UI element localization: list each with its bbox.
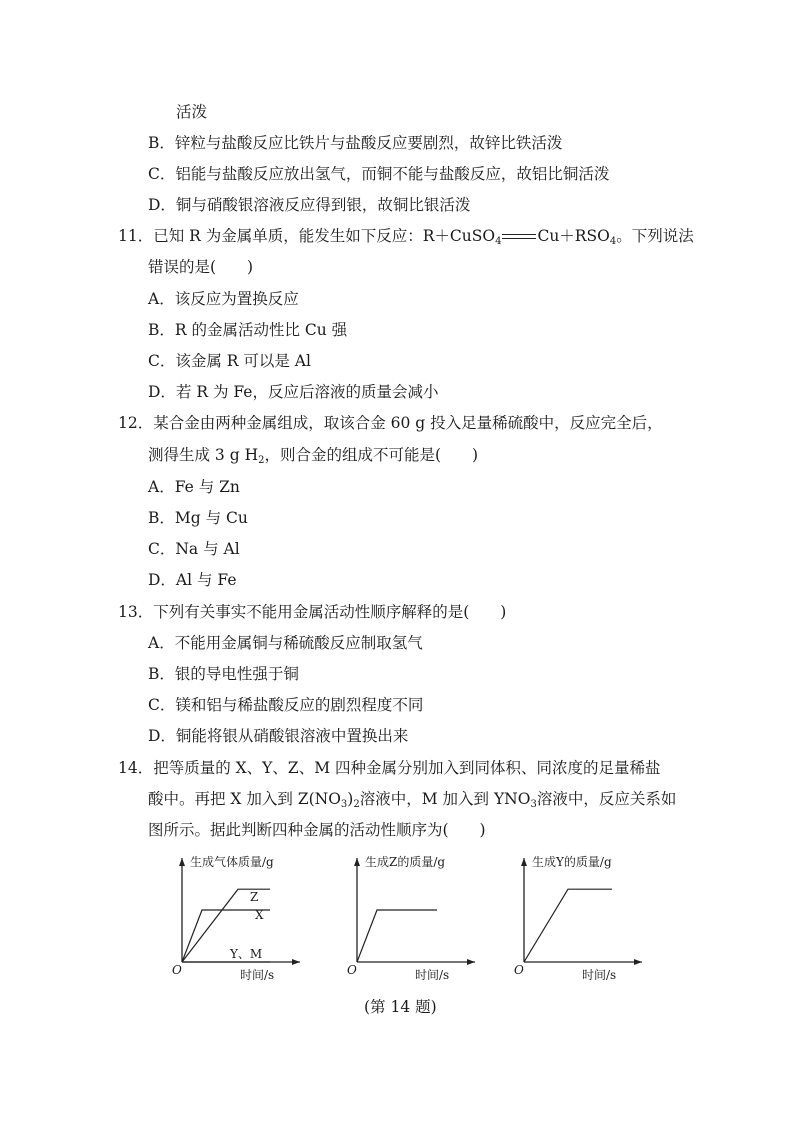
x-axis-label: 时间/s xyxy=(240,968,275,980)
q14-figure-caption: (第 14 题) xyxy=(364,998,437,1016)
chart-gas-mass xyxy=(160,850,310,980)
chart-z-mass xyxy=(335,850,485,980)
q11-option-c: C．该金属 R 可以是 Al xyxy=(148,352,311,370)
equals-sign-icon xyxy=(502,232,536,242)
q14-text-d: 溶液中，反应关系如 xyxy=(536,790,677,808)
y-axis-arrow-icon xyxy=(521,858,527,866)
x-axis-label: 时间/s xyxy=(582,968,617,980)
q11-option-b: B．R 的金属活动性比 Cu 强 xyxy=(148,321,348,339)
origin-label: O xyxy=(514,963,524,977)
q11-stem-text-3: 。下列说法 xyxy=(616,227,694,245)
q14-text-b: ) xyxy=(347,790,354,808)
option-a-continuation: 活泼 xyxy=(176,103,208,121)
q11-option-a: A．该反应为置换反应 xyxy=(148,290,299,308)
q14-text-a: 酸中。再把 X 加入到 Z(NO xyxy=(148,790,341,808)
q13-option-d: D．铜能将银从硝酸银溶液中置换出来 xyxy=(148,727,409,745)
series-label-Y、M: Y、M xyxy=(230,947,263,961)
x-axis-arrow-icon xyxy=(467,959,475,965)
q12-stem-line2 xyxy=(148,445,478,465)
x-axis-arrow-icon xyxy=(634,959,642,965)
q13-option-a: A．不能用金属铜与稀硫酸反应制取氢气 xyxy=(148,634,423,652)
series-label-Z: Z xyxy=(250,890,259,904)
prev-option-b: B．锌粒与盐酸反应比铁片与盐酸反应要剧烈，故锌比铁活泼 xyxy=(148,134,563,152)
x-axis-label: 时间/s xyxy=(415,968,450,980)
prev-option-d: D．铜与硝酸银溶液反应得到银，故铜比银活泼 xyxy=(148,196,471,214)
series-line-1 xyxy=(524,889,612,962)
q12-option-b: B．Mg 与 Cu xyxy=(148,509,248,527)
q11-stem-line1 xyxy=(118,226,694,246)
y-axis-arrow-icon xyxy=(179,858,185,866)
q12-stem-line1: 12．某合金由两种金属组成，取该合金 60 g 投入足量稀硫酸中，反应完全后， xyxy=(118,414,663,432)
q14-stem-line1: 14．把等质量的 X、Y、Z、M 四种金属分别加入到同体积、同浓度的足量稀盐 xyxy=(118,759,661,777)
q14-stem-line2 xyxy=(148,789,676,809)
q14-sub-2: 2 xyxy=(353,799,360,810)
q11-stem-text-2: Cu＋RSO xyxy=(537,227,610,245)
q13-option-b: B．银的导电性强于铜 xyxy=(148,665,299,683)
q11-stem-line2: 错误的是( ) xyxy=(148,258,254,276)
q11-option-d: D．若 R 为 Fe，反应后溶液的质量会减小 xyxy=(148,383,439,401)
q12-option-a: A．Fe 与 Zn xyxy=(148,478,240,496)
y-axis-label: 生成Z的质量/g xyxy=(365,855,446,869)
y-axis-label: 生成Y的质量/g xyxy=(532,855,612,869)
chart-y-mass xyxy=(502,850,652,980)
x-axis-arrow-icon xyxy=(292,959,300,965)
y-axis-label: 生成气体质量/g xyxy=(190,855,274,869)
q13-stem: 13．下列有关事实不能用金属活动性顺序解释的是( ) xyxy=(118,603,507,621)
q14-sub-1: 3 xyxy=(340,799,348,810)
series-label-X: X xyxy=(255,908,264,922)
q14-sub-3: 3 xyxy=(530,799,537,810)
q12-stem-text-a: 测得生成 3 g H xyxy=(148,446,259,464)
q11-sub-2: 4 xyxy=(609,236,617,247)
q11-stem-text-1: 11．已知 R 为金属单质，能发生如下反应：R＋CuSO xyxy=(118,227,496,245)
origin-label: O xyxy=(347,963,357,977)
q14-stem-line3: 图所示。据此判断四种金属的活动性顺序为( ) xyxy=(148,821,486,839)
q12-stem-text-b: ，则合金的组成不可能是( ) xyxy=(264,446,479,464)
q12-option-c: C．Na 与 Al xyxy=(148,540,240,558)
q13-option-c: C．镁和铝与稀盐酸反应的剧烈程度不同 xyxy=(148,696,424,714)
series-line-1 xyxy=(357,910,437,962)
q12-option-d: D．Al 与 Fe xyxy=(148,571,237,589)
q11-sub-1: 4 xyxy=(495,236,502,247)
q12-sub: 2 xyxy=(258,455,265,466)
y-axis-arrow-icon xyxy=(354,858,360,866)
q14-text-c: 溶液中，M 加入到 YNO xyxy=(359,790,531,808)
origin-label: O xyxy=(172,963,182,977)
prev-option-c: C．铝能与盐酸反应放出氢气，而铜不能与盐酸反应，故铝比铜活泼 xyxy=(148,165,610,183)
